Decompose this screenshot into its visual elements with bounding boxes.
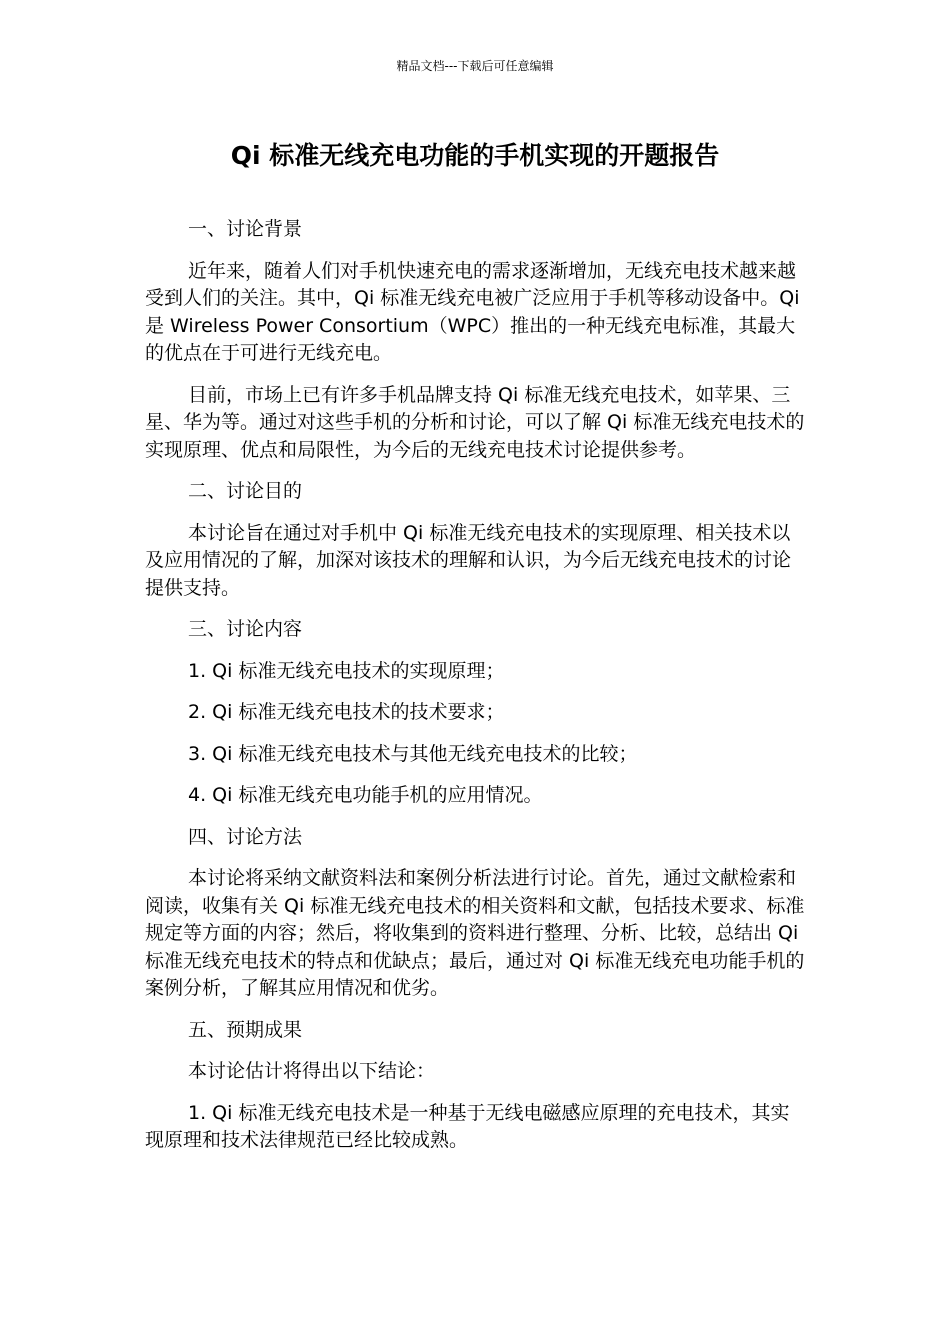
- background-paragraph-2: 目前，市场上已有许多手机品牌支持 Qi 标准无线充电技术，如苹果、三星、华为等。通过对这些手机的分析和讨论，可以了解 Qi 标准无线充电技术的实现原理、优点和局限性，为今后的无线充电技术讨论提供参考。: [145, 383, 805, 461]
- method-paragraph: 本讨论将采纳文献资料法和案例分析法进行讨论。首先，通过文献检索和阅读，收集有关 Qi 标准无线充电技术的相关资料和文献，包括技术要求、标准规定等方面的内容；然后，将收集到的资料进行整理、分析、比较，总结出 Qi 标准无线充电技术的特点和优缺点；最后，通过对 Qi 标准无线充电功能手机的案例分析，了解其应用情况和优劣。: [145, 867, 805, 999]
- section-heading-expected-results: 五、预期成果: [188, 1018, 303, 1041]
- section-heading-background: 一、讨论背景: [188, 218, 303, 240]
- section-heading-content: 三、讨论内容: [188, 618, 303, 640]
- section-heading-purpose: 二、讨论目的: [188, 480, 303, 502]
- content-list-item: 2. Qi 标准无线充电技术的技术要求；: [188, 701, 505, 723]
- purpose-paragraph: 本讨论旨在通过对手机中 Qi 标准无线充电技术的实现原理、相关技术以及应用情况的了解，加深对该技术的理解和认识，为今后无线充电技术的讨论提供支持。: [145, 521, 792, 599]
- document-body: [145, 216, 805, 1169]
- document-title: Qi 标准无线充电功能的手机实现的开题报告: [230, 141, 720, 170]
- content-list-item: 3. Qi 标准无线充电技术与其他无线充电技术的比较；: [188, 742, 638, 765]
- content-list-item: 1. Qi 标准无线充电技术的实现原理；: [188, 659, 505, 682]
- expected-results-item-1: 1. Qi 标准无线充电技术是一种基于无线电磁感应原理的充电技术，其实现原理和技术法律规范已经比较成熟。: [145, 1101, 790, 1151]
- background-paragraph-1: 近年来，随着人们对手机快速充电的需求逐渐增加，无线充电技术越来越受到人们的关注。其中，Qi 标准无线充电被广泛应用于手机等移动设备中。Qi 是 Wireless Power Consortium（WPC）推出的一种无线充电标准，其最大的优点在于可进行无线充电。: [145, 259, 800, 364]
- expected-results-intro: 本讨论估计将得出以下结论：: [188, 1060, 436, 1082]
- content-list-item: 4. Qi 标准无线充电功能手机的应用情况。: [188, 784, 543, 806]
- section-heading-method: 四、讨论方法: [188, 825, 303, 848]
- page-header: 精品文档---下载后可任意编辑: [396, 59, 554, 73]
